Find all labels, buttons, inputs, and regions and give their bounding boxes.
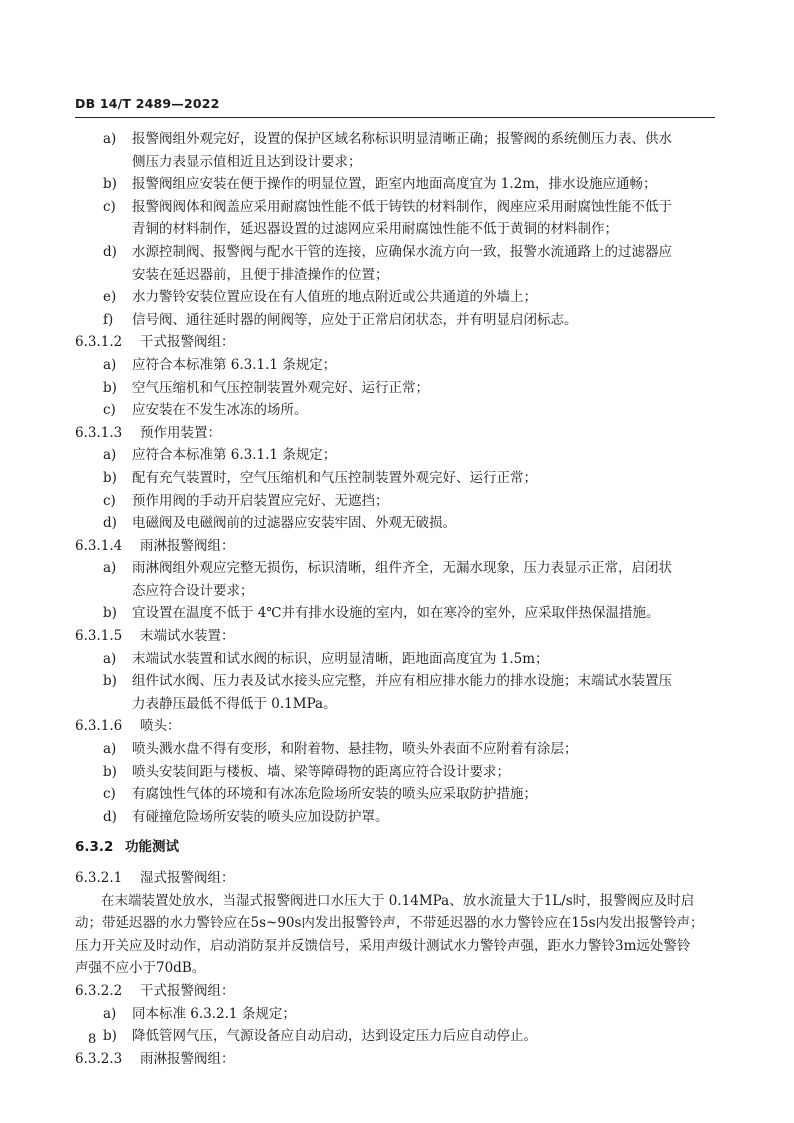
- list-item: d) 有碰撞危险场所安装的喷头应加设防护罩。: [103, 808, 389, 825]
- list-item: b) 配有充气装置时，空气压缩机和气压控制装置外观完好、运行正常；: [103, 469, 537, 486]
- list-item: c) 应安装在不发生冰冻的场所。: [103, 402, 308, 419]
- clause-heading: 6.3.1.5 末端试水装置：: [75, 628, 235, 645]
- list-item: d) 水源控制阀、报警阀与配水干管的连接，应确保水流方向一致，报警水流通路上的过滤器应: [103, 243, 672, 260]
- list-item: f) 信号阀、通往延时器的闸阀等，应处于正常启闭状态，并有明显启闭标志。: [103, 311, 578, 328]
- spacer: [75, 828, 715, 836]
- list-item-cont: 安装在延迟器前，且便于排渣操作的位置；: [132, 266, 389, 283]
- list-item: d) 电磁阀及电磁阀前的过滤器应安装牢固、外观无破损。: [103, 515, 456, 532]
- paragraph-line: 动；带延迟器的水力警铃应在5s~90s内发出报警铃声，不带延迟器的水力警铃应在15s内发出报警铃声；: [75, 915, 704, 932]
- section-heading: 6.3.2 功能测试: [75, 839, 179, 856]
- list-item: a) 同本标准 6.3.2.1 条规定；: [103, 1005, 296, 1022]
- list-item: c) 有腐蚀性气体的环境和有冰冻危险场所安装的喷头应采取防护措施；: [103, 786, 537, 803]
- clause-heading: 6.3.1.3 预作用装置：: [75, 424, 221, 441]
- list-item: b) 报警阀组应安装在便于操作的明显位置，距室内地面高度宜为 1.2m，排水设施应通畅；: [103, 176, 657, 193]
- list-item: b) 喷头安装间距与楼板、墙、梁等障碍物的距离应符合设计要求；: [103, 763, 510, 780]
- clause-heading: 6.3.2.3 雨淋报警阀组：: [75, 1050, 235, 1067]
- list-item-cont: 态应符合设计要求；: [132, 582, 254, 599]
- list-item: c) 预作用阀的手动开启装置应完好、无遮挡；: [103, 492, 389, 509]
- list-item-cont: 力表静压最低不得低于 0.1MPa。: [132, 695, 337, 712]
- paragraph-line: 压力开关应及时动作，启动消防泵并反馈信号，采用声级计测试水力警铃声强，距水力警铃3m远处警铃: [75, 937, 691, 954]
- list-item: a) 雨淋阀组外观应完整无损伤，标识清晰，组件齐全，无漏水现象，压力表显示正常，启闭状: [103, 560, 672, 577]
- clause-heading: 6.3.2.1 湿式报警阀组：: [75, 870, 235, 886]
- clause-heading: 6.3.1.6 喷头：: [75, 718, 181, 735]
- paragraph-line: 在末端装置处放水，当湿式报警阀进口水压大于 0.14MPa、放水流量大于1L/s时，报警阀应及时启: [101, 892, 695, 909]
- page-number: 8: [88, 1032, 97, 1047]
- list-item: c) 报警阀阀体和阀盖应采用耐腐蚀性能不低于铸铁的材料制作，阀座应采用耐腐蚀性能不低于: [103, 198, 672, 215]
- document-id: DB 14/T 2489—2022: [75, 96, 220, 111]
- page-body: [75, 128, 715, 1070]
- clause-heading: 6.3.1.2 干式报警阀组：: [75, 334, 235, 351]
- list-item: a) 末端试水装置和试水阀的标识，应明显清晰，距地面高度宜为 1.5m；: [103, 650, 549, 667]
- list-item: b) 空气压缩机和气压控制装置外观完好、运行正常；: [103, 379, 429, 396]
- list-item: a) 应符合本标准第 6.3.1.1 条规定；: [103, 356, 337, 373]
- clause-heading: 6.3.2.2 干式报警阀组：: [75, 982, 235, 999]
- paragraph-line: 声强不应小于70dB。: [75, 960, 206, 977]
- list-item: a) 喷头溅水盘不得有变形，和附着物、悬挂物，喷头外表面不应附着有涂层；: [103, 741, 578, 758]
- list-item-cont: 侧压力表显示值相近且达到设计要求；: [132, 153, 362, 170]
- list-item: e) 水力警铃安装位置应设在有人值班的地点附近或公共通道的外墙上；: [103, 289, 537, 306]
- list-item: b) 组件试水阀、压力表及试水接头应完整，并应有相应排水能力的排水设施；末端试水装置压: [103, 673, 672, 690]
- clause-heading: 6.3.1.4 雨淋报警阀组：: [75, 537, 235, 554]
- list-item: a) 应符合本标准第 6.3.1.1 条规定；: [103, 447, 337, 464]
- list-item: b) 降低管网气压，气源设备应自动启动，达到设定压力后应自动停止。: [103, 1028, 537, 1045]
- list-item-cont: 青铜的材料制作，延迟器设置的过滤网应采用耐腐蚀性能不低于黄铜的材料制作；: [132, 221, 618, 238]
- list-item: a) 报警阀组外观完好，设置的保护区域名称标识明显清晰正确；报警阀的系统侧压力表、供水: [103, 131, 672, 147]
- spacer: [75, 859, 715, 867]
- header-rule: [75, 117, 715, 118]
- list-item: b) 宜设置在温度不低于 4℃并有排水设施的室内，如在寒冷的室外，应采取伴热保温措施。: [103, 605, 660, 622]
